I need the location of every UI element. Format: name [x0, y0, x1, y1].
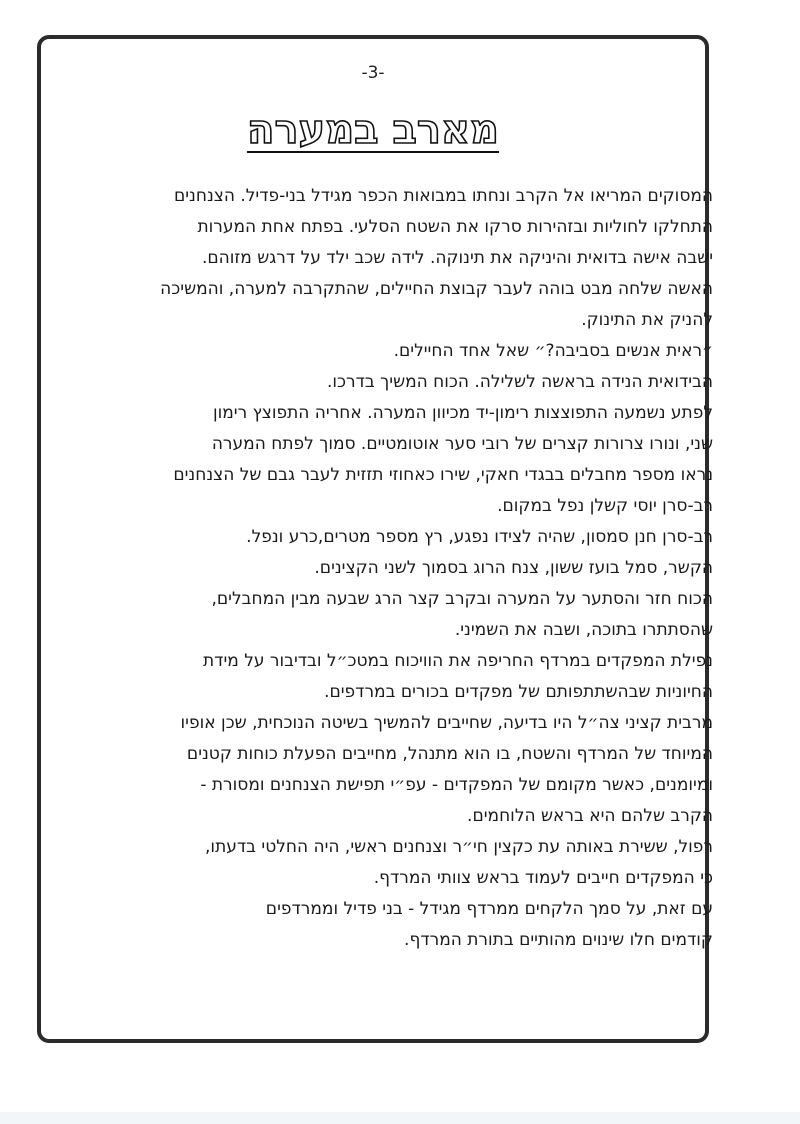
text-line: כי המפקדים חייבים לעמוד בראש צוותי המרדף.: [373, 868, 713, 888]
text-line: הקשר, סמל בועז ששון, צנח הרוג בסמוך לשני הקצינים.: [314, 558, 713, 578]
text-line: נראו מספר מחבלים בבגדי חאקי, שירו כאחוזי תזזית לעבר גבם של הצנחנים: [173, 465, 713, 485]
text-line: ״ראית אנשים בסביבה?״ שאל אחד החיילים.: [393, 341, 713, 361]
text-line: הכוח חזר והסתער על המערה ובקרב קצר הרג שבעה מבין המחבלים,: [211, 589, 713, 609]
body-text: [33, 181, 713, 956]
text-line: שהסתתרו בתוכה, ושבה את השמיני.: [454, 620, 713, 640]
text-line: מרבית קציני צה״ל היו בדיעה, שחייבים להמשיך בשיטה הנוכחית, שכן אופיו: [180, 713, 713, 733]
text-line: רפול, ששירת באותה עת כקצין חי״ר וצנחנים ראשי, היה החלטי בדעתו,: [205, 837, 713, 857]
text-line: התחלקו לחוליות ובזהירות סרקו את השטח הסלעי. בפתח אחת המערות: [197, 217, 713, 237]
text-line: רב-סרן יוסי קשלן נפל במקום.: [497, 496, 713, 516]
text-line: המסוקים המריאו אל הקרב ונחתו במבואות הכפר מגידל בני-פדיל. הצנחנים: [173, 186, 713, 206]
text-line: שני, ונורו צרורות קצרים של רובי סער אוטומטיים. סמוך לפתח המערה: [211, 434, 713, 454]
scan-edge: [0, 1112, 800, 1124]
text-line: הבידואית הנידה בראשה לשלילה. הכוח המשיך בדרכו.: [327, 372, 713, 392]
page-frame: [37, 35, 713, 1043]
text-line: קודמים חלו שינוים מהותיים בתורת המרדף.: [404, 930, 713, 950]
text-line: נפילת המפקדים במרדף החריפה את הוויכוח במטכ״ל ובדיבור על מידת: [203, 651, 713, 671]
text-line: עם זאת, על סמך הלקחים ממרדף מגידל - בני פדיל וממרדפים: [265, 899, 713, 919]
text-line: החיוניות שבהשתתפותם של מפקדים בכורים במרדפים.: [324, 682, 713, 702]
text-line: המיוחד של המרדף והשטח, בו הוא מתנהל, מחייבים הפעלת כוחות קטנים: [186, 744, 713, 764]
page-title: מארב במערה: [246, 107, 499, 153]
text-line: הקרב שלהם היא בראש הלוחמים.: [467, 806, 713, 826]
text-line: לפתע נשמעה התפוצצות רימון-יד מכיוון המערה. אחריה התפוצץ רימון: [213, 403, 713, 423]
text-line: ישבה אישה בדואית והיניקה את תינוקה. לידה שכב ילד על דרגש מזוהם.: [202, 248, 713, 268]
page-number: -3-: [361, 63, 385, 83]
text-line: רב-סרן חנן סמסון, שהיה לצידו נפגע, רץ מספר מטרים,כרע ונפל.: [246, 527, 713, 547]
text-line: ומיומנים, כאשר מקומם של המפקדים - עפ״י תפישת הצנחנים ומסורת -: [200, 775, 713, 795]
text-line: האשה שלחה מבט בוהה לעבר קבוצת החיילים, שהתקרבה למערה, והמשיכה: [160, 279, 713, 299]
text-line: להניק את התינוק.: [581, 310, 713, 330]
